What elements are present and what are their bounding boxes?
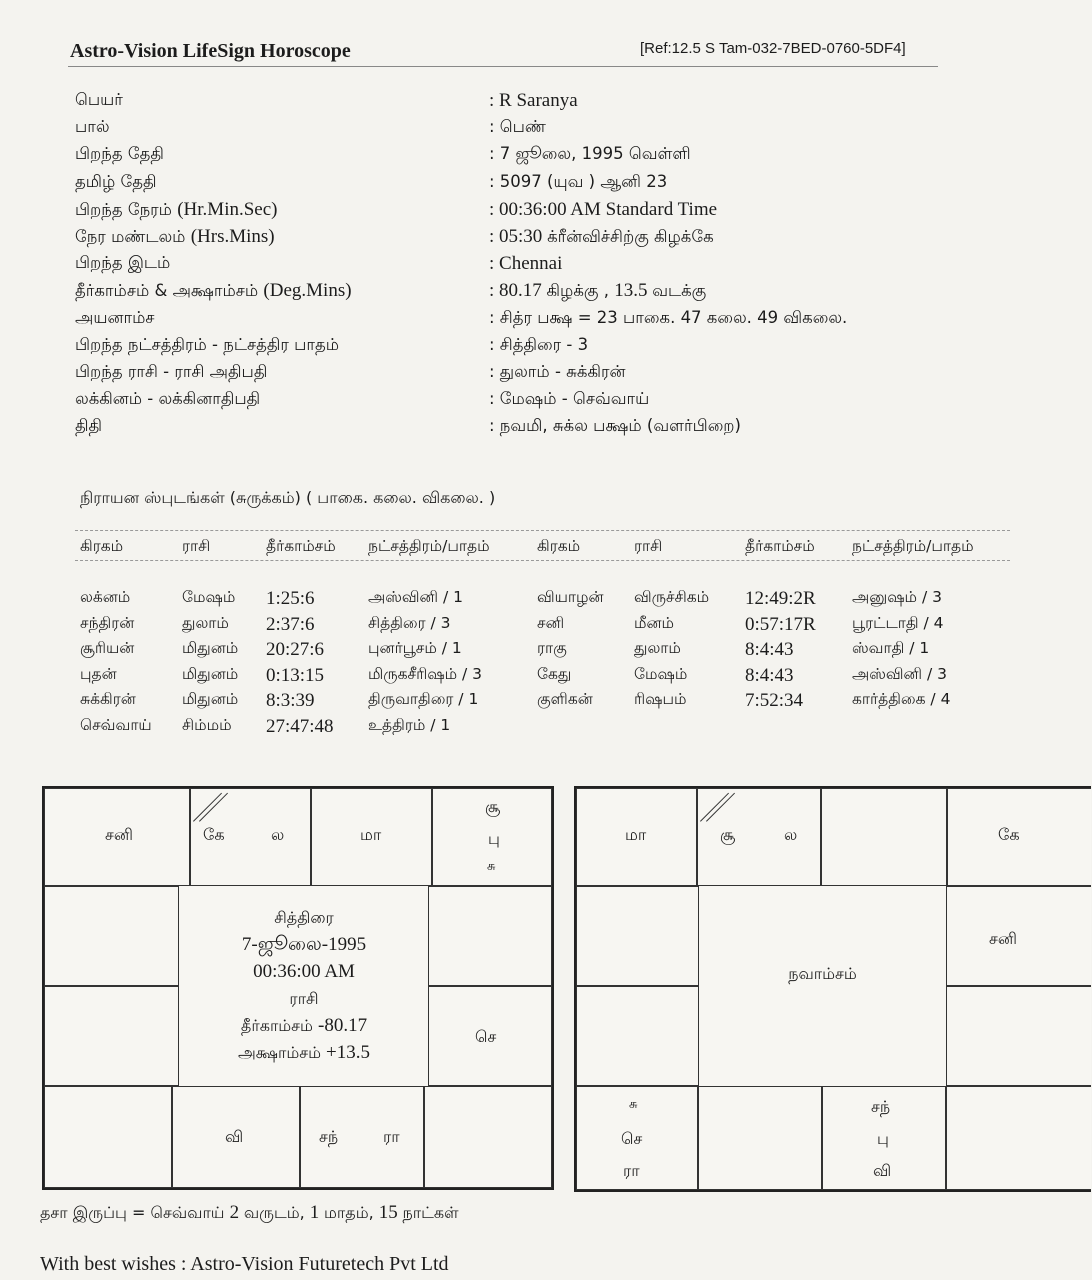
planet-sevvai: செ xyxy=(475,1027,497,1046)
planet-mandi: மா xyxy=(360,825,382,844)
cell-longitude-2: 0:57:17R xyxy=(745,613,816,635)
rasi-house-kumbha xyxy=(44,886,179,986)
table-row xyxy=(0,614,1092,638)
place-value: : Chennai xyxy=(489,253,563,275)
rasi-value: : துலாம் - சுக்கிரன் xyxy=(489,361,626,381)
place-label: பிறந்த இடம் xyxy=(75,253,171,273)
rasi-house-dhanus xyxy=(44,1086,172,1188)
sex-value: : பெண் xyxy=(489,117,546,137)
cell-longitude-2: 7:52:34 xyxy=(745,690,804,711)
cell-longitude: 0:13:15 xyxy=(266,664,325,686)
info-row-star xyxy=(75,335,975,362)
lagna-label: லக்கினம் - லக்கினாதிபதி xyxy=(75,389,261,409)
planet-mandi: மா xyxy=(625,825,647,844)
best-wishes: With best wishes : Astro-Vision Futuretech Pvt Ltd xyxy=(40,1253,449,1275)
rasi-house-makara xyxy=(44,986,179,1086)
time-zone-label: நேர மண்டலம் (Hrs.Mins) xyxy=(75,225,275,247)
cell-star: அஸ்வினி / 1 xyxy=(368,588,463,606)
center-latitude: அக்ஷாம்சம் +13.5 xyxy=(237,1042,371,1063)
lagna-marker xyxy=(700,793,729,822)
info-row-rasi xyxy=(75,362,975,389)
center-time: 00:36:00 AM xyxy=(253,961,355,982)
cell-planet-2: ராகு xyxy=(537,639,567,657)
info-row-birth-time xyxy=(75,199,975,226)
lagna-mark: ல xyxy=(271,825,285,844)
cell-planet: செவ்வாய் xyxy=(80,715,152,734)
lagna-marker xyxy=(193,793,222,822)
planet-sani: சனி xyxy=(989,929,1017,948)
birth-time-value: : 00:36:00 AM Standard Time xyxy=(489,198,718,220)
cell-star: உத்திரம் / 1 xyxy=(368,715,451,734)
rasi-chart xyxy=(42,786,554,1190)
ayanamsa-label: அயனாம்ச xyxy=(75,307,155,327)
birth-time-label: பிறந்த நேரம் (Hr.Min.Sec) xyxy=(75,198,278,220)
tithi-value: : நவமி, சுக்ல பக்ஷம் (வளர்பிறை) xyxy=(489,416,741,436)
table-row xyxy=(0,716,1092,740)
cell-rasi: மிதுனம் xyxy=(182,639,239,657)
tamil-date-label: தமிழ் தேதி xyxy=(75,171,157,191)
cell-longitude-2: 8:4:43 xyxy=(745,664,794,686)
cell-planet: சுக்கிரன் xyxy=(80,690,136,708)
rasi-house-kanya xyxy=(424,1086,552,1188)
cell-planet: புதன் xyxy=(80,664,117,683)
navamsa-house-thula xyxy=(822,1086,946,1190)
planet-rahu: ரா xyxy=(623,1161,640,1180)
document-title: Astro-Vision LifeSign Horoscope xyxy=(70,40,351,62)
time-zone-value: : 05:30 க்ரீன்விச்சிற்கு கிழக்கே xyxy=(489,225,714,247)
rasi-house-mithuna xyxy=(432,788,552,886)
center-longitude: தீர்காம்சம் -80.17 xyxy=(240,1015,368,1036)
lagna-mark: ல xyxy=(784,825,798,844)
center-star: சித்திரை xyxy=(274,908,334,927)
star-value: : சித்திரை - 3 xyxy=(489,334,589,354)
name-label: பெயர் xyxy=(75,90,123,109)
planet-ketu: கே xyxy=(203,825,225,844)
info-row-tithi xyxy=(75,416,975,443)
cell-planet: சந்திரன் xyxy=(80,613,135,632)
star-label: பிறந்த நட்சத்திரம் - நட்சத்திர பாதம் xyxy=(75,334,340,354)
birth-details xyxy=(75,90,975,443)
center-date: 7-ஜூலை-1995 xyxy=(241,934,367,955)
rasi-house-kataka xyxy=(428,886,552,986)
table-row xyxy=(0,639,1092,663)
planet-budha: பு xyxy=(488,829,500,848)
cell-rasi-2: விருச்சிகம் xyxy=(634,588,710,606)
planet-surya: சூ xyxy=(720,825,736,844)
info-row-tamil-date xyxy=(75,172,975,199)
navamsa-chart xyxy=(574,786,1091,1192)
cell-planet-2: குளிகன் xyxy=(537,690,593,708)
header-star-2: நட்சத்திரம்/பாதம் xyxy=(852,537,974,555)
info-row-place xyxy=(75,253,975,280)
cell-star: சித்திரை / 3 xyxy=(368,613,451,632)
cell-longitude-2: 12:49:2R xyxy=(745,588,816,609)
navamsa-house-vrischika xyxy=(698,1086,822,1190)
planet-guru: வி xyxy=(225,1127,244,1146)
info-row-ayanamsa xyxy=(75,308,975,335)
table-row xyxy=(0,588,1092,612)
navamsa-label: நவாம்சம் xyxy=(788,964,857,983)
planet-positions-title: நிராயன ஸ்புடங்கள் (சுருக்கம்) ( பாகை. கலை. விகலை. ) xyxy=(80,488,496,507)
planet-rahu: ரா xyxy=(383,1127,400,1146)
header-planet-1: கிரகம் xyxy=(80,537,124,555)
navamsa-house-rishaba xyxy=(821,788,947,886)
cell-planet-2: சனி xyxy=(537,613,565,632)
cell-star: மிருகசீரிஷம் / 3 xyxy=(368,664,483,683)
cell-rasi-2: மீனம் xyxy=(634,613,675,632)
info-row-lagna xyxy=(75,389,975,416)
table-row xyxy=(0,665,1092,689)
cell-planet: லக்னம் xyxy=(80,588,131,606)
planet-guru: வி xyxy=(873,1161,892,1180)
cell-rasi: துலாம் xyxy=(182,613,229,632)
lagna-marker-inner xyxy=(199,793,228,822)
table-top-rule xyxy=(75,530,1010,531)
cell-longitude: 1:25:6 xyxy=(266,588,315,609)
navamsa-house-kataka xyxy=(946,886,1091,986)
cell-rasi-2: துலாம் xyxy=(634,639,681,657)
header-star-1: நட்சத்திரம்/பாதம் xyxy=(368,537,490,555)
planet-sukra: சு xyxy=(629,1097,638,1112)
navamsa-house-mithuna xyxy=(947,788,1091,886)
info-row-dob xyxy=(75,144,975,171)
navamsa-house-simha xyxy=(946,986,1091,1086)
navamsa-house-kumbha xyxy=(576,886,699,986)
planet-sevvai: செ xyxy=(621,1129,643,1148)
info-row-name xyxy=(75,90,975,117)
cell-rasi: மிதுனம் xyxy=(182,690,239,708)
info-row-sex xyxy=(75,117,975,144)
table-row xyxy=(0,690,1092,714)
cell-star: புனர்பூசம் / 1 xyxy=(368,639,462,657)
planet-chandra: சந் xyxy=(871,1097,891,1116)
cell-planet: சூரியன் xyxy=(80,639,135,657)
navamsa-chart-center xyxy=(699,960,946,987)
cell-longitude: 27:47:48 xyxy=(266,715,334,737)
sex-label: பால் xyxy=(75,117,110,137)
ayanamsa-value: : சித்ர பக்ஷ = 23 பாகை. 47 கலை. 49 விகலை. xyxy=(489,307,848,327)
planet-ketu: கே xyxy=(998,825,1020,844)
planet-surya: சூ xyxy=(485,797,501,816)
info-row-time-zone xyxy=(75,226,975,253)
header-rasi-2: ராசி xyxy=(634,537,663,555)
cell-star-2: பூரட்டாதி / 4 xyxy=(852,613,944,632)
cell-longitude-2: 8:4:43 xyxy=(745,639,794,660)
navamsa-house-makara xyxy=(576,986,699,1086)
lagna-value: : மேஷம் - செவ்வாய் xyxy=(489,389,650,409)
cell-rasi-2: ரிஷபம் xyxy=(634,690,687,708)
cell-planet-2: கேது xyxy=(537,664,572,683)
cell-star: திருவாதிரை / 1 xyxy=(368,690,479,708)
rasi-house-simha xyxy=(428,986,552,1086)
dob-value: : 7 ஜூலை, 1995 வெள்ளி xyxy=(489,144,691,164)
cell-longitude: 2:37:6 xyxy=(266,613,315,635)
cell-star-2: அனுஷம் / 3 xyxy=(852,588,942,606)
navamsa-house-kanya xyxy=(946,1086,1091,1190)
tithi-label: திதி xyxy=(75,416,103,436)
cell-longitude: 20:27:6 xyxy=(266,639,325,660)
cell-rasi: சிம்மம் xyxy=(182,715,232,734)
planet-chandra: சந் xyxy=(319,1127,339,1146)
navamsa-house-dhanus xyxy=(576,1086,698,1190)
navamsa-house-meena xyxy=(576,788,697,886)
lagna-marker-inner xyxy=(706,793,735,822)
cell-rasi: மிதுனம் xyxy=(182,664,239,683)
dob-label: பிறந்த தேதி xyxy=(75,144,164,164)
planet-sukra: சு xyxy=(487,859,496,874)
dasha-balance: தசா இருப்பு = செவ்வாய் 2 வருடம், 1 மாதம், 15 நாட்கள் xyxy=(40,1202,459,1223)
rasi-chart-center xyxy=(184,904,424,1066)
table-header-rule xyxy=(75,560,1010,561)
cell-longitude: 8:3:39 xyxy=(266,690,315,711)
navamsa-house-mesha xyxy=(697,788,821,886)
rasi-label: பிறந்த ராசி - ராசி அதிபதி xyxy=(75,361,268,381)
planet-budha: பு xyxy=(877,1129,889,1148)
planet-sani: சனி xyxy=(105,825,133,844)
lon-lat-label: தீர்காம்சம் & அக்ஷாம்சம் (Deg.Mins) xyxy=(75,280,352,302)
header-divider xyxy=(68,66,938,67)
info-row-lon-lat xyxy=(75,280,975,307)
name-value: : R Saranya xyxy=(489,90,578,111)
rasi-house-meena xyxy=(44,788,190,886)
tamil-date-value: : 5097 (யுவ ) ஆனி 23 xyxy=(489,171,668,191)
cell-star-2: அஸ்வினி / 3 xyxy=(852,664,947,683)
cell-star-2: கார்த்திகை / 4 xyxy=(852,690,951,708)
rasi-house-thula xyxy=(300,1086,424,1188)
rasi-house-vrischika xyxy=(172,1086,300,1188)
rasi-house-rishaba xyxy=(311,788,432,886)
reference-code: [Ref:12.5 S Tam-032-7BED-0760-5DF4] xyxy=(640,40,906,57)
cell-rasi-2: மேஷம் xyxy=(634,664,688,683)
center-label: ராசி xyxy=(289,989,319,1008)
cell-star-2: ஸ்வாதி / 1 xyxy=(852,639,930,657)
header-planet-2: கிரகம் xyxy=(537,537,581,555)
header-rasi-1: ராசி xyxy=(182,537,211,555)
cell-planet-2: வியாழன் xyxy=(537,588,604,606)
lon-lat-value: : 80.17 கிழக்கு , 13.5 வடக்கு xyxy=(489,280,707,302)
header-longitude-2: தீர்காம்சம் xyxy=(745,537,815,555)
cell-rasi: மேஷம் xyxy=(182,588,236,606)
rasi-house-mesha xyxy=(190,788,311,886)
header-longitude-1: தீர்காம்சம் xyxy=(266,537,336,555)
